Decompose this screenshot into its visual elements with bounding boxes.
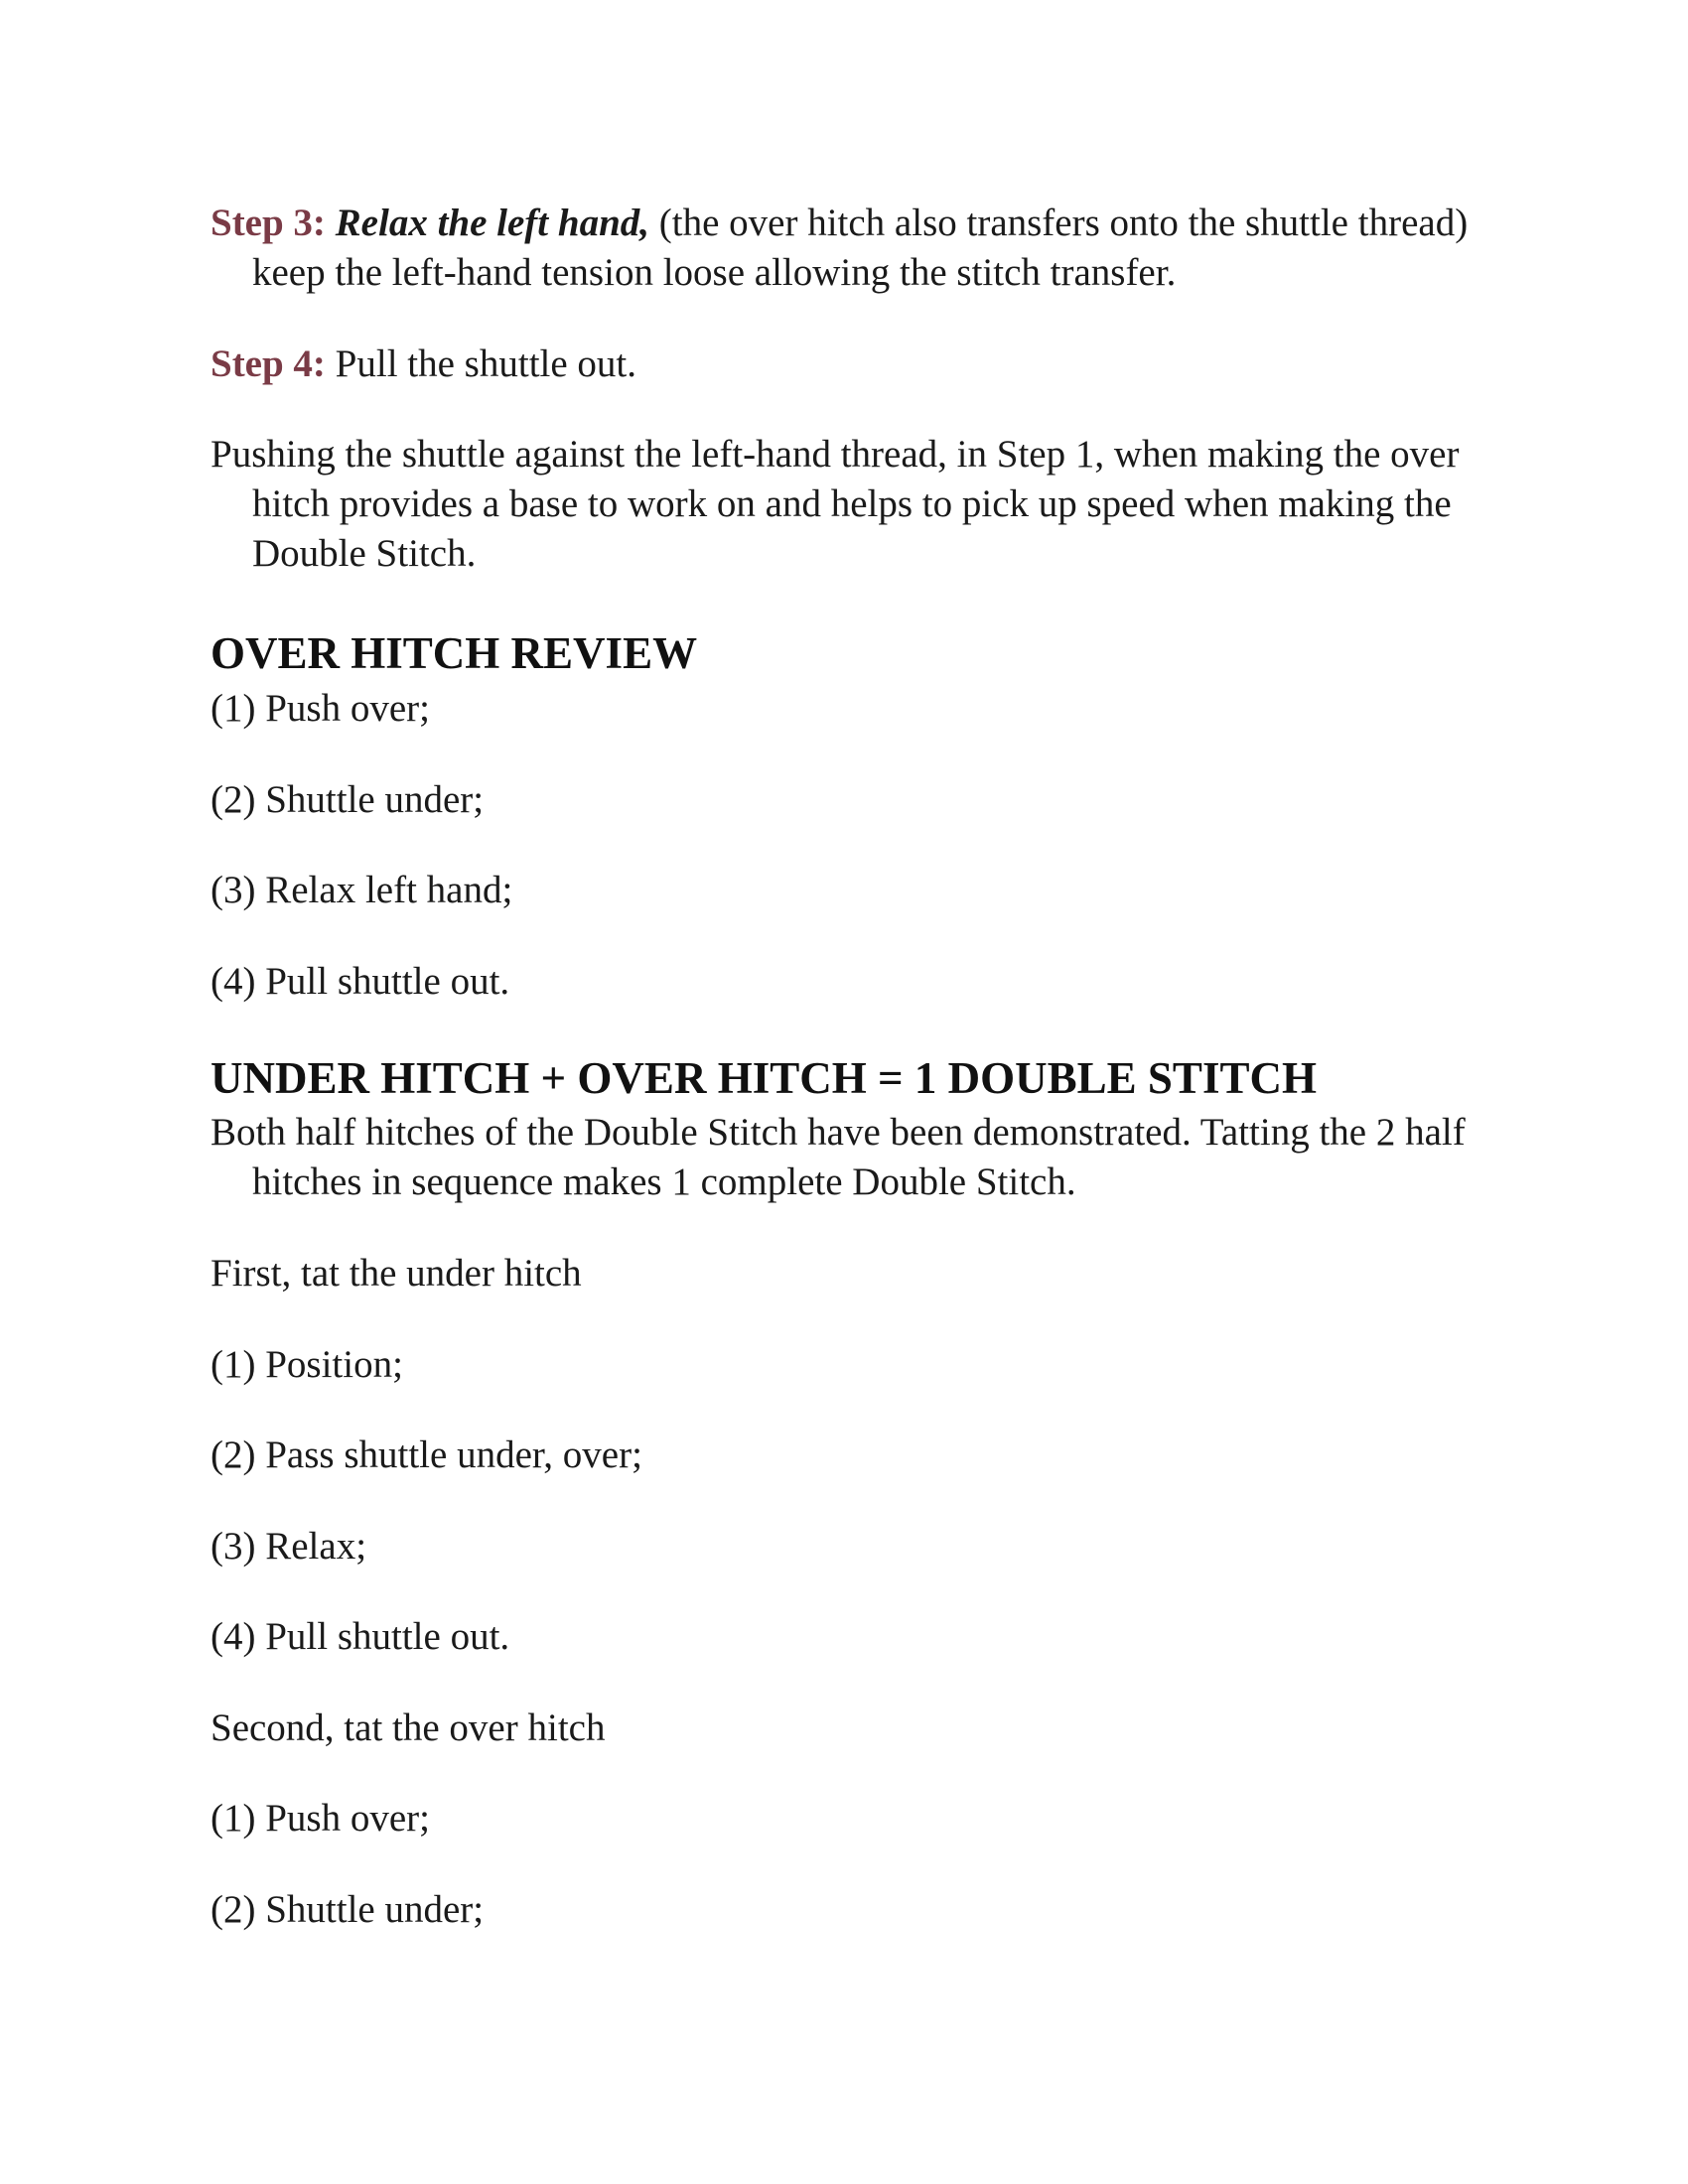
step-3-text: (the over hitch also transfers onto the shuttle thread) keep the left-hand tension loose allowing the stitch transfer. — [252, 202, 1469, 294]
over-hitch-review-heading: OVER HITCH REVIEW — [211, 628, 698, 678]
pushing-note-paragraph: Pushing the shuttle against the left-hand thread, in Step 1, when making the over hitch provides a base to work on and helps to pick up speed when making the Double Stitch. — [211, 433, 1460, 575]
first-under-hitch-label: First, tat the under hitch — [211, 1252, 582, 1295]
review-item-2: (2) Shuttle under; — [211, 778, 485, 821]
review-item-3: (3) Relax left hand; — [211, 869, 513, 911]
first-item-1: (1) Position; — [211, 1343, 403, 1386]
double-stitch-heading: UNDER HITCH + OVER HITCH = 1 DOUBLE STITCH — [211, 1053, 1317, 1103]
first-item-2: (2) Pass shuttle under, over; — [211, 1433, 642, 1476]
second-item-1: (1) Push over; — [211, 1797, 430, 1840]
review-item-1: (1) Push over; — [211, 687, 430, 730]
step-3-paragraph — [211, 199, 1543, 298]
review-item-4: (4) Pull shuttle out. — [211, 960, 510, 1003]
double-stitch-intro: Both half hitches of the Double Stitch have been demonstrated. Tatting the 2 half hitches in sequence makes 1 complete Double Stitch. — [211, 1111, 1466, 1203]
step-3-emphasis: Relax the left hand, — [335, 202, 650, 244]
first-item-4: (4) Pull shuttle out. — [211, 1615, 510, 1658]
step-4-text: Pull the shuttle out. — [325, 342, 637, 385]
second-over-hitch-label: Second, tat the over hitch — [211, 1706, 606, 1749]
step-4-label: Step 4: — [211, 342, 326, 385]
step-4-paragraph — [211, 340, 1543, 389]
step-3-label: Step 3: — [211, 202, 326, 244]
first-item-3: (3) Relax; — [211, 1525, 367, 1568]
second-item-2: (2) Shuttle under; — [211, 1888, 485, 1931]
